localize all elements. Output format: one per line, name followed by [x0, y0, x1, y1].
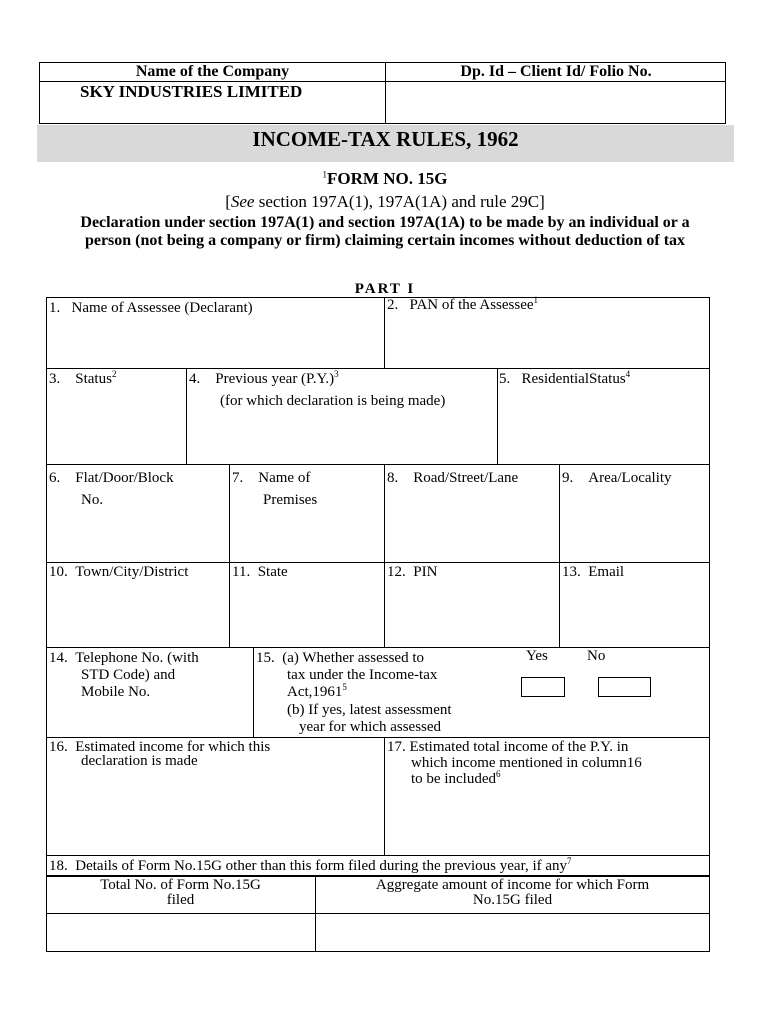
field-2-footnote: 1 — [533, 295, 539, 305]
field-8-num: 8. — [387, 470, 399, 486]
field-9-num: 9. — [562, 470, 574, 486]
field-15-label — [256, 650, 424, 667]
grid-line — [46, 562, 710, 563]
field-3-label[interactable] — [49, 371, 116, 388]
field-17-included: to be included — [411, 771, 496, 787]
field-5-num: 5. — [499, 371, 511, 387]
field-9-label[interactable] — [562, 470, 672, 487]
yes-label: Yes — [526, 648, 548, 664]
field-13-label[interactable] — [562, 564, 624, 581]
field-1-text: Name of Assessee (Declarant) — [71, 300, 253, 316]
field-18-num: 18. — [49, 858, 68, 874]
part-heading: PART I — [354, 281, 416, 297]
field-15-footnote: 5 — [342, 682, 347, 692]
table-line — [46, 913, 710, 914]
form-title — [0, 169, 770, 189]
field-4-subtext: (for which declaration is being made) — [220, 393, 446, 409]
grid-line — [46, 368, 710, 369]
grid-line — [384, 737, 385, 855]
grid-line — [229, 464, 230, 647]
field-15-text-3 — [287, 684, 347, 701]
table-header-amount — [315, 878, 710, 908]
field-17-text-3 — [411, 769, 501, 787]
field-10-num: 10. — [49, 564, 68, 580]
field-4-footnote: 3 — [334, 369, 339, 379]
form-title-text: FORM NO. 15G — [327, 169, 448, 188]
field-8-label[interactable] — [387, 470, 518, 487]
field-7-text-2: Premises — [263, 492, 318, 508]
field-2-text: PAN of the Assessee — [409, 297, 534, 313]
field-5-text: ResidentialStatus — [521, 371, 626, 387]
field-16-text-1: Estimated income for which this — [75, 739, 271, 755]
field-10-label[interactable] — [49, 564, 188, 581]
field-5-footnote: 4 — [625, 369, 631, 379]
field-16-text-2: declaration is made — [81, 753, 198, 769]
field-12-num: 12. — [387, 564, 406, 580]
grid-line — [46, 855, 710, 856]
field-14-text-3: Mobile No. — [81, 684, 151, 700]
table-header-count-line1: Total No. of Form No.15G — [100, 877, 261, 893]
field-4-text: Previous year (P.Y.) — [215, 371, 335, 387]
field-13-num: 13. — [562, 564, 581, 580]
field-14-text-1: Telephone No. (with — [75, 650, 199, 666]
table-header-amount-line1: Aggregate amount of income for which Form — [375, 877, 650, 893]
grid-line — [46, 737, 710, 738]
field-7-text: Name of — [258, 470, 311, 486]
field-11-text: State — [257, 564, 288, 580]
field-18-footnote: 7 — [567, 856, 572, 866]
grid-line — [384, 297, 385, 368]
field-5-label[interactable] — [499, 371, 630, 388]
yes-checkbox[interactable] — [521, 677, 565, 697]
field-4-label[interactable] — [189, 371, 339, 388]
field-3-num: 3. — [49, 371, 61, 387]
field-16-label[interactable] — [49, 740, 270, 754]
field-16-num: 16. — [49, 739, 68, 755]
grid-line — [46, 464, 710, 465]
grid-line — [497, 368, 498, 464]
grid-line — [384, 464, 385, 647]
field-7-num: 7. — [232, 470, 244, 486]
field-15-text-1: (a) Whether assessed to — [282, 650, 425, 666]
field-12-text: PIN — [413, 564, 438, 580]
field-6-label[interactable] — [49, 470, 174, 487]
field-17-num: 17. — [387, 739, 406, 755]
rules-banner-title: INCOME-TAX RULES, 1962 — [252, 127, 519, 151]
field-17-footnote: 6 — [495, 769, 501, 779]
field-6-text-2: No. — [81, 492, 104, 508]
table-header-count — [46, 878, 315, 908]
field-18-text: Details of Form No.15G other than this form filed during the previous year, if any — [75, 858, 568, 874]
field-10-text: Town/City/District — [75, 564, 189, 580]
table-amount-field[interactable] — [317, 915, 708, 950]
field-9-text: Area/Locality — [588, 470, 672, 486]
field-2-num: 2. — [387, 297, 399, 313]
field-15-text-2: tax under the Income-tax — [287, 667, 438, 683]
field-1-label[interactable] — [49, 300, 253, 317]
field-12-label[interactable] — [387, 564, 437, 581]
field-15-num: 15. — [256, 650, 275, 666]
field-14-text-2: STD Code) and — [81, 667, 176, 683]
form-reference-open: [ — [225, 192, 231, 211]
field-18-label — [49, 858, 572, 875]
table-header-amount-line2: No.15G filed — [472, 892, 553, 908]
field-17-text-1: Estimated total income of the P.Y. in — [409, 739, 629, 755]
form-title-footnote: 1 — [322, 169, 328, 180]
field-6-text: Flat/Door/Block — [75, 470, 174, 486]
field-11-num: 11. — [232, 564, 251, 580]
field-17-text-2: which income mentioned in column16 — [411, 755, 642, 771]
grid-line — [559, 464, 560, 647]
grid-line — [46, 647, 710, 648]
field-14-num: 14. — [49, 650, 68, 666]
no-checkbox[interactable] — [598, 677, 651, 697]
folio-value-field[interactable] — [387, 83, 724, 122]
company-name-header: Name of the Company — [135, 63, 290, 80]
form-reference — [0, 192, 770, 212]
field-6-num: 6. — [49, 470, 61, 486]
field-7-label[interactable] — [232, 470, 310, 487]
field-17-label[interactable] — [387, 740, 628, 754]
grid-line — [253, 647, 254, 737]
field-15-text-4: (b) If yes, latest assessment — [287, 702, 452, 718]
field-8-text: Road/Street/Lane — [413, 470, 519, 486]
field-11-label[interactable] — [232, 564, 288, 581]
form-reference-text: section 197A(1), 197A(1A) and rule 29C] — [258, 192, 545, 211]
field-3-footnote: 2 — [111, 369, 117, 379]
field-3-text: Status — [75, 371, 112, 387]
field-14-label[interactable] — [49, 650, 199, 667]
company-name-value: SKY INDUSTRIES LIMITED — [80, 82, 303, 101]
folio-header: Dp. Id – Client Id/ Folio No. — [460, 63, 652, 80]
field-1-num: 1. — [49, 300, 61, 316]
field-2-label[interactable] — [387, 297, 538, 314]
no-label: No — [587, 648, 606, 664]
field-4-num: 4. — [189, 371, 201, 387]
field-15-text-5: year for which assessed — [299, 719, 442, 735]
table-count-field[interactable] — [48, 915, 313, 950]
grid-line — [186, 368, 187, 464]
field-13-text: Email — [588, 564, 625, 580]
table-header-count-line2: filed — [166, 892, 195, 908]
form-reference-see: See — [230, 192, 255, 211]
field-15-act: Act,1961 — [287, 684, 343, 700]
form-declaration: Declaration under section 197A(1) and section 197A(1A) to be made by an individual or a person (not being a company or firm) claiming certain incomes without deduction of tax — [80, 214, 690, 249]
